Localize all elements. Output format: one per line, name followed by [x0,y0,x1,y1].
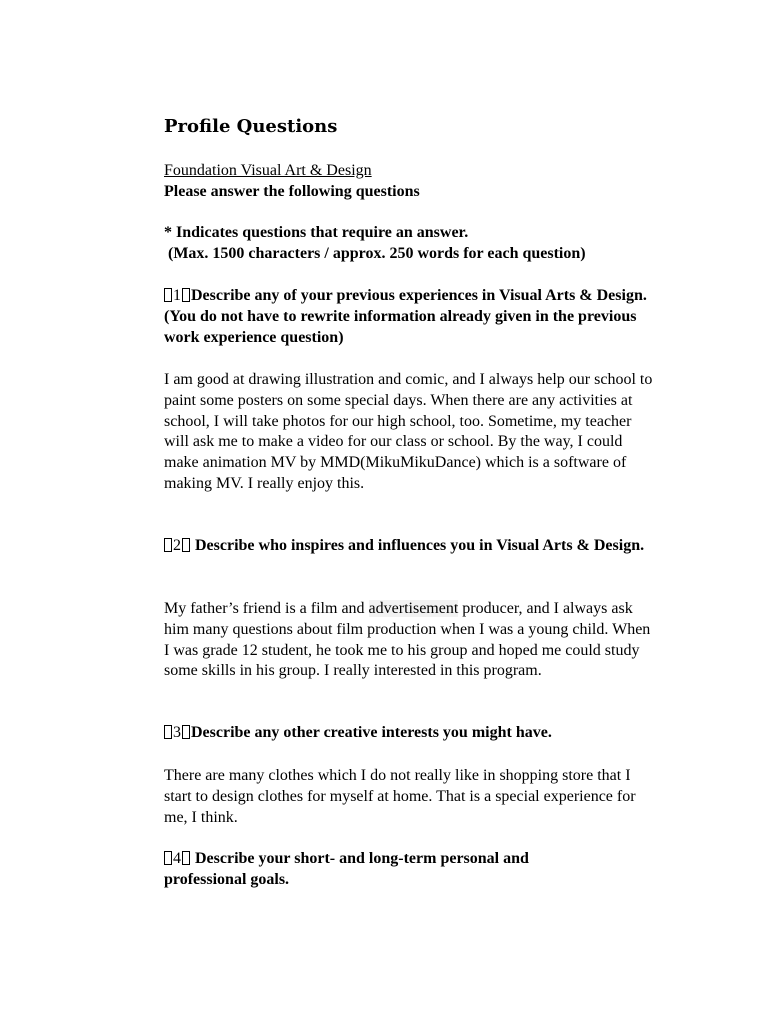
bracket-close-glyph [182,288,190,302]
question-number: 3 [173,724,181,741]
question-2 [164,536,658,557]
highlighted-word: advertisement [368,600,459,617]
answer-2 [164,599,658,682]
bracket-open-glyph [164,851,172,865]
limit-note: (Max. 1500 characters / approx. 250 words for each question) [168,245,586,262]
answer-text: producer, and I always ask him many questions about film production when I was a young child. When I was grade 12 student, he took me to his group and hoped me could study some skills in his group. I really interested in this program. [164,600,651,680]
required-note: * Indicates questions that require an answer. [164,224,469,241]
bracket-open-glyph [164,538,172,552]
bracket-close-glyph [182,538,190,552]
question-text: Describe any of your previous experiences in Visual Arts & Design.(You do not have to rewrite information already given in the previous work experience question) [164,287,647,346]
question-text: Describe your short- and long-term personal and professional goals. [164,850,529,888]
question-4 [164,849,584,891]
program-name: Foundation Visual Art & Design [164,162,372,179]
bracket-open-glyph [164,725,172,739]
question-number: 1 [173,287,181,304]
instruction-text: Please answer the following questions [164,183,420,200]
bracket-close-glyph [182,725,190,739]
question-text: Describe any other creative interests you might have. [191,724,552,741]
question-1 [164,286,658,348]
question-3 [164,723,658,744]
question-number: 4 [173,850,181,867]
bracket-close-glyph [182,851,190,865]
question-number: 2 [173,537,181,554]
page-title: Profile Questions [164,116,338,137]
bracket-open-glyph [164,288,172,302]
answer-3: There are many clothes which I do not really like in shopping store that I start to design clothes for myself at home. That is a special experience for me, I think. [164,767,636,826]
answer-text: My father’s friend is a film and [164,600,369,617]
answer-1: I am good at drawing illustration and comic, and I always help our school to paint some posters on some special days. When there are any activities at school, I will take photos for our high school, too. Sometime, my teacher will ask me to make a video for our class or school. By the way, I could make animation MV by MMD(MikuMikuDance) which is a software of making MV. I really enjoy this. [164,371,653,492]
question-text: Describe who inspires and influences you in Visual Arts & Design. [191,537,645,554]
